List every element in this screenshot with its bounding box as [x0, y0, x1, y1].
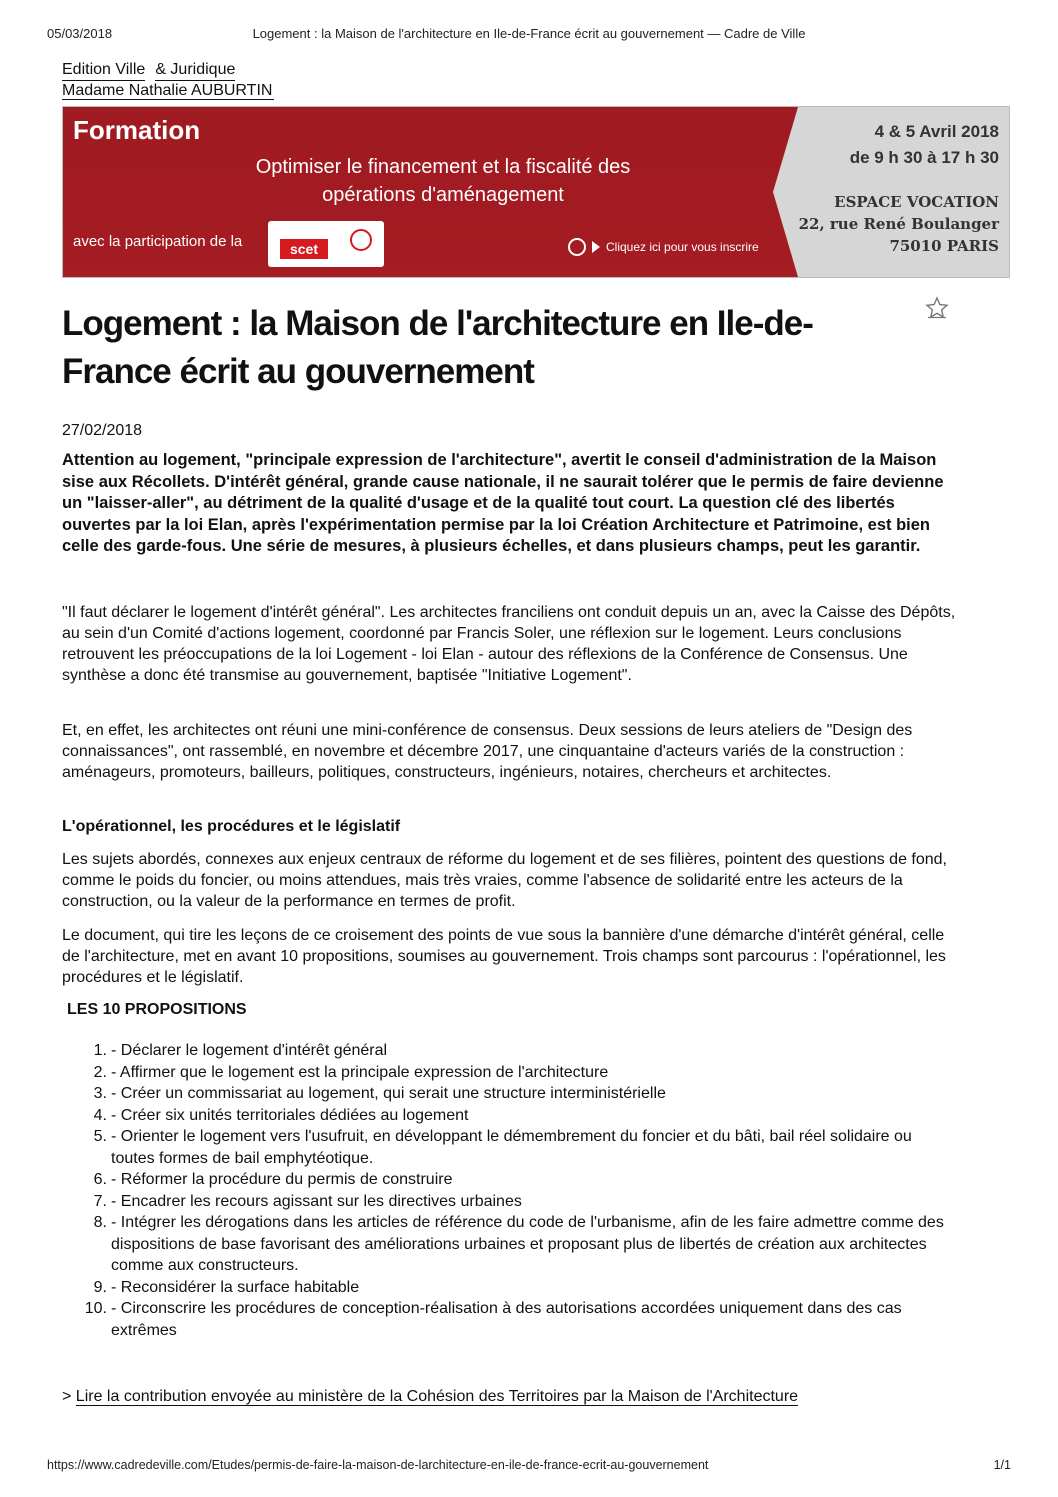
list-item: [62, 1126, 957, 1169]
list-item: [62, 1040, 957, 1062]
article-date: 27/02/2018: [62, 422, 143, 439]
propositions-list: [62, 1040, 957, 1341]
list-item-text: - Créer un commissariat au logement, qui serait une structure interministérielle: [111, 1085, 666, 1102]
list-item-text: - Affirmer que le logement est la principale expression de l'architecture: [111, 1063, 609, 1081]
banner-label: Formation: [73, 115, 201, 145]
list-item: [62, 1062, 957, 1084]
list-number: 8.: [93, 1214, 107, 1231]
formation-ad-banner[interactable]: [62, 106, 1010, 278]
article-paragraph: Le document, qui tire les leçons de ce croisement des points de vue sous la bannière d'une démarche d'intérêt général, celle de l'architecture, met en avant 10 propositions, soumises au gouvernement. Trois champs sont parcourus : l'opérationnel, les procédures et le législatif.: [62, 927, 946, 986]
edition-ville-link[interactable]: Edition Ville: [62, 60, 145, 81]
scet-logo-mark: [350, 229, 372, 251]
list-number: 1.: [93, 1042, 107, 1059]
banner-dates: [850, 119, 999, 171]
list-item: [62, 1277, 957, 1299]
banner-partner-text: avec la participation de la: [73, 233, 243, 250]
banner-register-cta[interactable]: [568, 238, 759, 256]
banner-venue: [799, 191, 999, 257]
list-item-text: - Encadrer les recours agissant sur les directives urbaines: [111, 1192, 522, 1210]
list-number: 7.: [93, 1192, 107, 1210]
banner-subject-line: opérations d'aménagement: [322, 184, 564, 206]
article-paragraph: Les sujets abordés, connexes aux enjeux centraux de réforme du logement et de ses filières, pointent des questions de fond, comme le poids du foncier, ou moins attendues, mais très vraies, comme l'absence de solidarité entre les acteurs de la construction, ou la valeur de la performance en termes de profit.: [62, 851, 947, 910]
scet-logo-text: scet: [280, 239, 328, 259]
list-item: [62, 1083, 957, 1105]
list-number: 5.: [93, 1128, 107, 1145]
banner-cta-label: Cliquez ici pour vous inscrire: [606, 240, 759, 254]
banner-venue-line: 22, rue René Boulanger: [798, 215, 999, 233]
list-item: [62, 1169, 957, 1191]
scet-logo: [268, 221, 384, 267]
banner-subject: [213, 153, 673, 209]
banner-venue-line: 75010 PARIS: [889, 237, 999, 255]
list-item-text: - Circonscrire les procédures de conception-réalisation à des autorisations accordées uniquement dans des cas extrêmes: [111, 1300, 902, 1339]
print-page-number: 1/1: [993, 1458, 1011, 1472]
propositions-heading: LES 10 PROPOSITIONS: [67, 1001, 247, 1018]
list-item-text: - Déclarer le logement d'intérêt général: [111, 1042, 388, 1059]
list-item-text: - Intégrer les dérogations dans les articles de référence du code de l'urbanisme, afin de les faire admettre comme des dispositions de base favorisant des améliorations urbaines et proposant plus de libertés de création aux architectes comme aux constructeurs.: [111, 1214, 944, 1274]
list-item-text: - Créer six unités territoriales dédiées au logement: [111, 1106, 469, 1124]
link-prefix: >: [62, 1388, 72, 1405]
banner-date-line: 4 & 5 Avril 2018: [874, 122, 999, 141]
article-paragraph: Et, en effet, les architectes ont réuni une mini-conférence de consensus. Deux sessions de leurs ateliers de "Design des connaissances", ont rassemblé, en novembre et décembre 2017, une cinquantaine d'acteurs variés de la construction : aménageurs, promoteurs, bailleurs, politiques, constructeurs, ingénieurs, notaires, chercheurs et architectes.: [62, 722, 913, 781]
arrow-right-icon: [592, 241, 600, 253]
banner-time-line: de 9 h 30 à 17 h 30: [849, 148, 999, 167]
print-page-title: Logement : la Maison de l'architecture en Ile-de-France écrit au gouvernement — Cadre de Ville: [252, 26, 806, 41]
list-item: [62, 1105, 957, 1127]
list-item: [62, 1191, 957, 1213]
article-paragraph: "Il faut déclarer le logement d'intérêt général". Les architectes franciliens ont conduit depuis un an, avec la Caisse des Dépôts, au sein d'un Comité d'actions logement, coordonné par Francis Soler, une réflexion sur le logement. Leurs conclusions retrouvent les préoccupations de la loi Logement - loi Elan - autour des réflexions de la Conférence de Consensus. Une synthèse a donc été transmise au gouvernement, baptisée "Initiative Logement".: [62, 604, 956, 684]
print-date: 05/03/2018: [47, 26, 113, 41]
list-item-text: - Reconsidérer la surface habitable: [111, 1278, 360, 1296]
contribution-line: [62, 1388, 798, 1406]
article-title: Logement : la Maison de l'architecture en Ile-de-France écrit au gouvernement: [62, 304, 813, 391]
article-lead: Attention au logement, "principale expression de l'architecture", avertit le conseil d'administration de la Maison sise aux Récollets. D'intérêt général, grande cause nationale, il ne saurait tolérer que le permis de faire devienne un "laisser-aller", au détriment de la qualité d'usage et de la qualité tout court. La question clé des libertés ouvertes par la loi Elan, après l'expérimentation permise par la loi Création Architecture et Patrimoine, est bien celle des garde-fous. Une série de mesures, à plusieurs échelles, et dans plusieurs champs, peut les garantir.: [62, 451, 944, 555]
list-number: 4.: [93, 1106, 107, 1124]
juridique-link[interactable]: & Juridique: [155, 60, 235, 81]
print-url: https://www.cadredeville.com/Etudes/permis-de-faire-la-maison-de-larchitecture-en-ile-de-france-ecrit-au-gouvernement: [47, 1458, 709, 1472]
top-navigation: [62, 60, 274, 101]
list-number: 3.: [93, 1085, 107, 1102]
banner-venue-line: ESPACE VOCATION: [834, 193, 999, 211]
contribution-link[interactable]: Lire la contribution envoyée au ministère de la Cohésion des Territoires par la Maison de l'Architecture: [75, 1388, 799, 1405]
target-icon: [568, 238, 586, 256]
favorite-star-icon[interactable]: [925, 296, 949, 320]
list-item: [62, 1298, 957, 1341]
list-item-text: - Orienter le logement vers l'usufruit, en développant le démembrement du foncier et du bâti, bail réel solidaire ou toutes formes de bail emphytéotique.: [111, 1128, 912, 1167]
banner-subject-line: Optimiser le financement et la fiscalité des: [255, 156, 631, 178]
list-number: 10.: [84, 1300, 107, 1317]
list-number: 2.: [93, 1063, 107, 1081]
list-item-text: - Réformer la procédure du permis de construire: [111, 1171, 453, 1188]
list-number: 9.: [93, 1278, 107, 1296]
list-number: 6.: [93, 1171, 107, 1188]
article-subheading: L'opérationnel, les procédures et le législatif: [62, 818, 401, 835]
list-item: [62, 1212, 957, 1277]
author-name[interactable]: Madame Nathalie AUBURTIN: [62, 82, 273, 99]
